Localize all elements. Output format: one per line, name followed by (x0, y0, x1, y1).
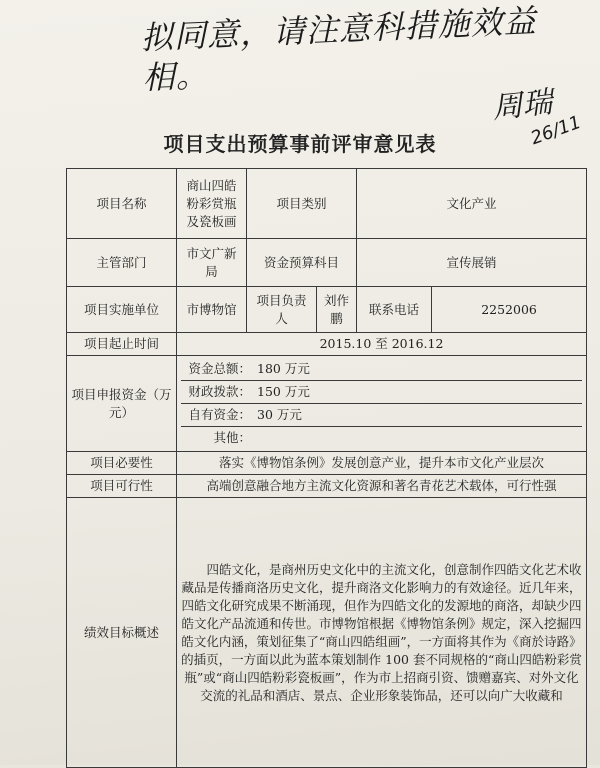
period-value: 2015.10 至 2016.12 (177, 333, 587, 356)
dept-label: 主管部门 (67, 239, 177, 287)
fund-other-label: 其他： (213, 430, 251, 445)
fund-fiscal-value: 150 万元 (257, 384, 310, 399)
table-row (67, 498, 587, 768)
goal-value: 四皓文化，是商州历史文化中的主流文化，创意制作四皓文化艺术收藏品是传播商洛历史文化，提升商洛文化影响力的有效途径。近几年来，四皓文化研究成果不断涌现，但作为四皓文化的发源地的商洛，却缺少四皓文化产品流通和传世。市博物馆根据《博物馆条例》规定，深入挖掘四皓文化内涵，策划征集了“商山四皓组画”，一方面将其作为《商於诗路》的插页，一方面以此为蓝本策划制作 100 套不同规格的“商山四皓粉彩赏瓶”或“商山四皓粉彩瓷板画”，作为市上招商引资、馈赠嘉宾、对外文化交流的礼品和酒店、景点、企业形象装饰品，还可以向广大收藏和 (177, 498, 587, 768)
fund-label: 项目申报资金（万元） (67, 356, 177, 452)
goal-label: 绩效目标概述 (67, 498, 177, 768)
feasibility-value: 高端创意融合地方主流文化资源和著名青花艺术载体，可行性强 (177, 475, 587, 498)
phone-label: 联系电话 (357, 287, 432, 333)
unit-value: 市博物馆 (177, 287, 247, 333)
project-type-label: 项目类别 (247, 169, 357, 239)
fund-total-value: 180 万元 (257, 361, 310, 376)
necessity-label: 项目必要性 (67, 452, 177, 475)
person-label: 项目负责人 (247, 287, 317, 333)
review-form-table (66, 168, 587, 768)
table-row (67, 452, 587, 475)
feasibility-label: 项目可行性 (67, 475, 177, 498)
fund-total-label: 资金总额： (188, 361, 251, 376)
budget-subject-value: 宣传展销 (357, 239, 587, 287)
fund-fiscal-label: 财政拨款： (188, 384, 251, 399)
table-row (67, 356, 587, 452)
person-value: 刘作鹏 (317, 287, 357, 333)
fund-breakdown (177, 356, 587, 452)
handwritten-date: 26/11 (527, 111, 584, 150)
phone-value: 2252006 (432, 287, 587, 333)
handwritten-approval-note: 拟同意，请注意科措施效益相。 (140, 1, 538, 97)
fund-other-line (181, 427, 582, 449)
unit-label: 项目实施单位 (67, 287, 177, 333)
handwritten-signature: 周瑞 (490, 84, 555, 127)
document-title: 项目支出预算事前评审意见表 (163, 132, 437, 156)
table-row (67, 239, 587, 287)
fund-fiscal-line (181, 381, 582, 404)
table-row (67, 169, 587, 239)
table-row (67, 475, 587, 498)
budget-subject-label: 资金预算科目 (247, 239, 357, 287)
table-row (67, 333, 587, 356)
period-label: 项目起止时间 (67, 333, 177, 356)
fund-total-line (181, 358, 582, 381)
project-type-value: 文化产业 (357, 169, 587, 239)
fund-self-label: 自有资金： (188, 407, 251, 422)
fund-self-line (181, 404, 582, 427)
project-name-label: 项目名称 (67, 169, 177, 239)
fund-self-value: 30 万元 (257, 407, 302, 422)
table-row (67, 287, 587, 333)
project-name-value: 商山四皓粉彩赏瓶及瓷板画 (177, 169, 247, 239)
dept-value: 市文广新局 (177, 239, 247, 287)
necessity-value: 落实《博物馆条例》发展创意产业，提升本市文化产业层次 (177, 452, 587, 475)
